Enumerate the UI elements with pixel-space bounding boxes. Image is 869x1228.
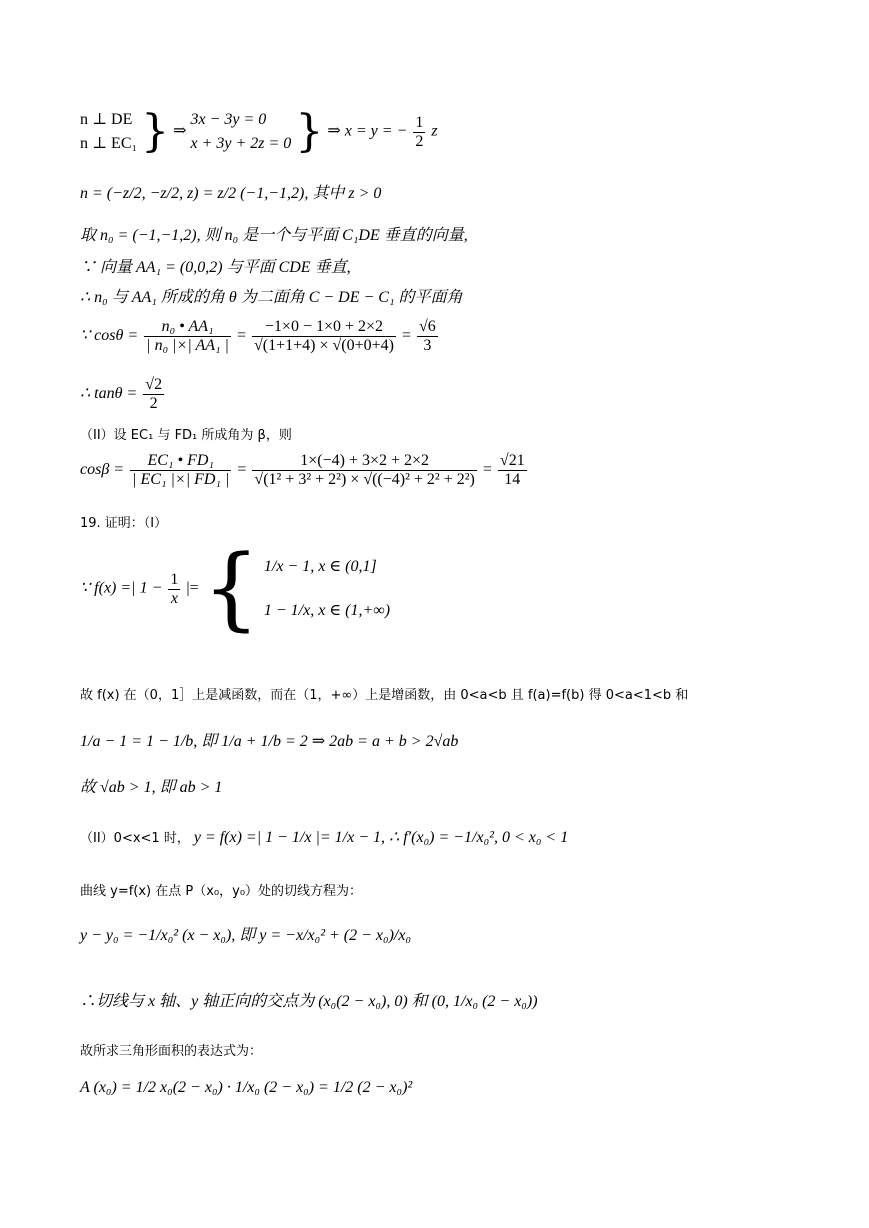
cos-beta-equation — [80, 452, 529, 502]
normal-vector-expression: n = (−z/2, −z/2, z) = z/2 (−1,−1,2), 其中 z > 0 — [80, 185, 382, 202]
piecewise-lhs-num: 1 — [170, 570, 179, 588]
piecewise-lhs-end: |= — [186, 579, 199, 597]
ab-conclusion: 故 √ab > 1, 即 ab > 1 — [80, 779, 223, 796]
perpendicular-conditions — [80, 108, 137, 156]
cos-theta-num-1: n₀ • AA₁ — [144, 318, 231, 337]
cos-beta-frac-3 — [498, 452, 527, 489]
cos-theta-den-1: | n₀ |×| AA₁ | — [146, 337, 229, 354]
piecewise-function — [80, 536, 391, 641]
cos-beta-lhs: cosβ = — [80, 461, 125, 479]
linear-system — [190, 108, 291, 156]
tan-theta-num: √2 — [145, 376, 163, 393]
cos-theta-den-3: 3 — [423, 337, 432, 354]
cos-beta-den-1: | EC₁ |×| FD₁ | — [132, 471, 230, 488]
cos-beta-num-1: EC₁ • FD₁ — [130, 452, 231, 471]
piecewise-cases — [264, 545, 390, 633]
piecewise-lhs-frac — [168, 571, 180, 608]
equals-sign-2: = — [401, 327, 412, 345]
question-19-title: 19. 证明：（I） — [80, 516, 168, 531]
cos-theta-equation — [80, 318, 440, 366]
monotonic-paragraph: 故 f(x) 在（0，1］上是减函数，而在（1，+∞）上是增函数，由 0<a<b 且 f(a)=f(b) 得 0<a<1<b 和 — [80, 688, 689, 703]
cos-beta-num-3: √21 — [499, 452, 525, 469]
system-eq-2: x + 3y + 2z = 0 — [190, 135, 292, 152]
half-fraction: $\frac{1}{2}$ — [415, 113, 424, 150]
cos-beta-frac-1 — [130, 452, 231, 489]
cos-theta-frac-2 — [252, 318, 396, 355]
cos-theta-frac-1 — [144, 318, 231, 355]
tangent-line-equation: y − y₀ = −1/x₀² (x − x₀), 即 y = −x/x₀² + (2 − x₀)/x₀ — [80, 927, 412, 944]
cos-beta-num-2: 1×(−4) + 3×2 + 2×2 — [252, 452, 476, 471]
area-intro: 故所求三角形面积的表达式为： — [80, 1044, 263, 1059]
cos-beta-den-3: 14 — [504, 471, 521, 488]
vector-aa1-statement: ∵ 向量 AA₁ = (0,0,2) 与平面 CDE 垂直, — [80, 259, 351, 276]
system-result: ⇒ x = y = − — [327, 122, 408, 140]
part-ii-derivative-expr: y = f(x) =| 1 − 1/x |= 1/x − 1, ∴ f′(x₀) = −1/x₀², 0 < x₀ < 1 — [193, 829, 569, 846]
system-eq-1: 3x − 3y = 0 — [190, 111, 267, 128]
equals-sign: = — [236, 327, 246, 345]
normal-vector-choice: 取 n₀ = (−1,−1,2), 则 n₀ 是一个与平面 C₁DE 垂直的向量, — [80, 227, 468, 244]
implies-icon: ⇒ — [173, 122, 187, 140]
equals-sign-4: = — [482, 461, 492, 479]
cos-theta-num-3: √6 — [419, 318, 436, 335]
cos-beta-frac-2 — [252, 452, 476, 489]
tan-theta-lhs: ∴ tanθ = — [80, 385, 138, 403]
system-result-z: z — [431, 122, 438, 140]
part-ii-prefix: （II）0<x<1 时， — [80, 831, 190, 846]
tangent-line-intro: 曲线 y=f(x) 在点 P（x₀，y₀）处的切线方程为： — [80, 884, 363, 899]
intercepts-statement: ∴切线与 x 轴、y 轴正向的交点为 (x₀(2 − x₀), 0) 和 (0, 1/x₀ (2 − x₀)) — [80, 993, 538, 1010]
tan-theta-den: 2 — [149, 395, 158, 412]
equals-sign-3: = — [237, 461, 247, 479]
part-ii-intro: （II）设 EC₁ 与 FD₁ 所成角为 β，则 — [80, 428, 292, 443]
left-brace-icon: { — [202, 536, 260, 641]
tan-theta-frac — [143, 376, 164, 413]
piecewise-lhs-den: x — [170, 589, 178, 607]
equation-system-1 — [80, 108, 438, 168]
piecewise-case-1: 1/x − 1, x ∈ (0,1] — [263, 558, 377, 575]
dihedral-angle-statement: ∴ n₀ 与 AA₁ 所成的角 θ 为二面角 C − DE − C₁ 的平面角 — [80, 289, 463, 306]
cos-theta-num-2: −1×0 − 1×0 + 2×2 — [252, 318, 396, 337]
piecewise-case-2: 1 − 1/x, x ∈ (1,+∞) — [263, 602, 391, 619]
right-brace-icon-2: } — [295, 106, 324, 157]
ab-derivation: 1/a − 1 = 1 − 1/b, 即 1/a + 1/b = 2 ⇒ 2ab = a + b > 2√ab — [80, 733, 459, 750]
tan-theta-equation — [80, 376, 166, 422]
condition-2: n ⊥ EC₁ — [80, 135, 138, 152]
cos-theta-frac-3 — [417, 318, 438, 355]
cos-beta-den-2: √(1² + 3² + 2²) × √((−4)² + 2² + 2²) — [254, 471, 475, 488]
part-ii-derivative — [80, 828, 568, 849]
area-expression: A (x₀) = 1/2 x₀(2 − x₀) · 1/x₀ (2 − x₀) = 1/2 (2 − x₀)² — [80, 1079, 413, 1096]
piecewise-lhs: ∵ f(x) =| 1 − — [80, 579, 163, 597]
right-brace-icon: } — [141, 106, 170, 157]
cos-theta-den-2: √(1+1+4) × √(0+0+4) — [253, 337, 394, 354]
condition-1: n ⊥ DE — [80, 111, 133, 128]
cos-theta-lhs: ∵ cosθ = — [80, 327, 139, 345]
